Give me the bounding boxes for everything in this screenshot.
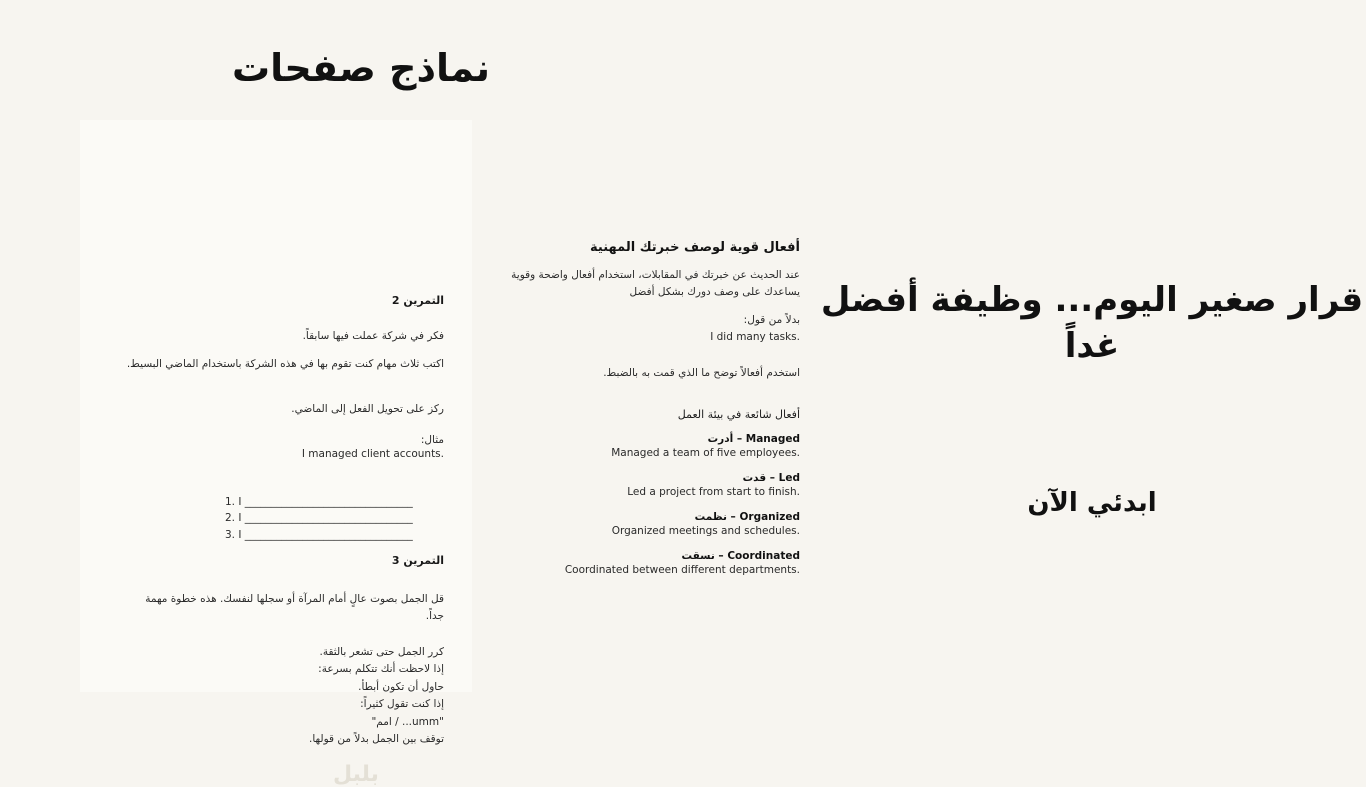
exercise-3-line-7: توقف بين الجمل بدلاً من قولها. <box>309 733 444 745</box>
use-verbs-line: استخدم أفعالاً توضح ما الذي قمت به بالضبط. <box>603 366 800 379</box>
verb-entry-led-head: Led – قدت <box>742 472 800 485</box>
verb-entry-organized-example: Organized meetings and schedules. <box>611 525 800 538</box>
worksheet-page-one-content <box>80 120 472 787</box>
watermark-logo: بلبل <box>333 762 379 787</box>
common-verbs-heading: أفعال شائعة في بيئة العمل <box>677 408 800 422</box>
strong-verbs-title: أفعال قوية لوصف خبرتك المهنية <box>590 240 800 255</box>
verb-entry-organized-head: Organized – نظمت <box>694 511 800 524</box>
exercise-3-line-2: كرر الجمل حتى تشعر بالثقة. <box>319 646 444 658</box>
promo-slogan: قرار صغير اليوم... وظيفة أفضل غداً <box>820 280 1364 366</box>
instead-of-label: بدلاً من قول: <box>743 313 800 326</box>
verb-entry-managed-example: Managed a team of five employees. <box>611 447 800 460</box>
exercise-3-line-4: حاول أن تكون أبطأ. <box>358 681 444 693</box>
exercise-2-heading: التمرين 2 <box>391 294 444 307</box>
promo-panel <box>818 0 1366 768</box>
exercise-2-line-3: ركز على تحويل الفعل إلى الماضي. <box>291 403 444 415</box>
verb-entry-coordinated <box>500 550 800 576</box>
verb-entry-coordinated-head: Coordinated – نسقت <box>681 550 800 563</box>
exercise-3-line-5: إذا كنت تقول كثيراً: <box>360 698 444 710</box>
exercise-2-line-2: اكتب ثلاث مهام كنت تقوم بها في هذه الشركة باستخدام الماضي البسيط. <box>126 358 444 370</box>
worksheet-page-two <box>500 240 800 589</box>
blank-line-2[interactable]: 2. I ________________________________ <box>225 512 413 525</box>
strong-verbs-intro: عند الحديث عن خبرتك في المقابلات، استخدام أفعال واضحة وقوية يساعدك على وصف دورك بشكل أفضل <box>511 269 800 299</box>
blank-line-1[interactable]: 1. I ________________________________ <box>225 496 413 508</box>
verb-entry-coordinated-example: Coordinated between different departments. <box>564 564 800 577</box>
exercise-2-line-1: فكر في شركة عملت فيها سابقاً. <box>302 330 444 342</box>
exercise-3-line-6: "umm... / امم" <box>371 716 444 728</box>
exercise-2-example-text: I managed client accounts. <box>301 448 444 460</box>
verb-entry-led-example: Led a project from start to finish. <box>627 486 800 499</box>
page-title: نماذج صفحات <box>231 46 490 90</box>
verb-entry-led <box>500 472 800 498</box>
exercise-3-line-1: قل الجمل بصوت عالٍ أمام المرآة أو سجلها لنفسك. هذه خطوة مهمة جداً. <box>145 593 444 622</box>
verb-entry-managed-head: Managed – أدرت <box>707 433 800 446</box>
exercise-2-blank-lines[interactable] <box>225 494 455 543</box>
blank-line-3[interactable]: 3. I ________________________________ <box>225 528 413 541</box>
exercise-2-example-label: مثال: <box>420 434 444 446</box>
exercise-3-line-3: إذا لاحظت أنك تتكلم بسرعة: <box>318 663 444 675</box>
worksheet-page-one <box>80 120 472 787</box>
verb-entry-managed <box>500 433 800 459</box>
cta-text[interactable]: ابدئي الآن <box>1027 488 1157 518</box>
verb-entry-organized <box>500 511 800 537</box>
instead-of-example: I did many tasks. <box>710 330 800 343</box>
exercise-3-heading: التمرين 3 <box>391 554 444 567</box>
